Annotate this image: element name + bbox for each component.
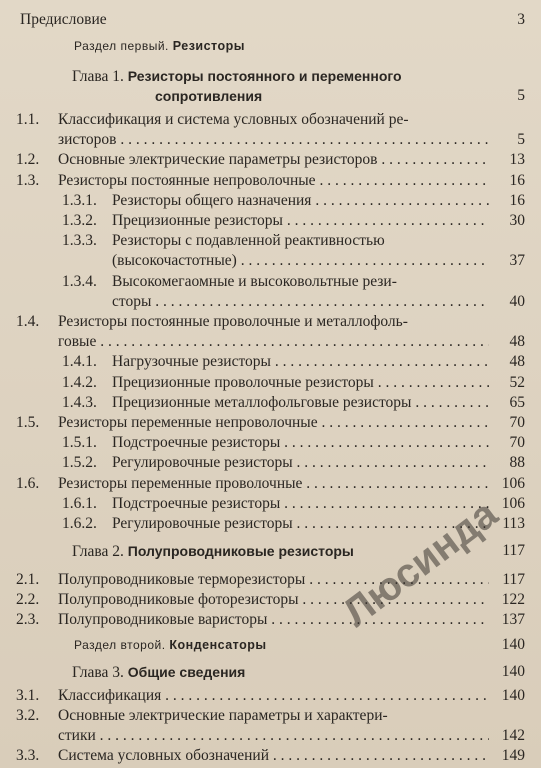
toc-page-number: 5 [517, 131, 525, 149]
toc-entry [0, 726, 525, 746]
toc-entry [0, 191, 525, 211]
watermark: Люсинда [335, 491, 506, 636]
section-title: Резисторы [172, 39, 245, 53]
chapter-label: Глава 1. [72, 68, 124, 85]
toc-page-number: 40 [509, 292, 525, 310]
toc-entry-number: 1.6.1. [62, 494, 97, 512]
toc-entry-text: Прецизионные металлофольговые резисторы . . . [112, 393, 489, 413]
toc-page-number: 122 [501, 591, 525, 608]
toc-page-number: 88 [509, 454, 525, 472]
toc-entry-number: 2.2. [16, 591, 40, 608]
toc-page-number: 13 [509, 151, 525, 169]
toc-entry-text: сторы . . . [112, 292, 489, 312]
toc-entry-number: 1.6. [16, 474, 40, 492]
toc-page-number: 16 [509, 171, 525, 189]
toc-entry [0, 610, 525, 630]
toc-entry-text: Классификация . . . [58, 686, 489, 706]
toc-entry [0, 413, 525, 433]
section-label: Раздел второй. [74, 638, 166, 652]
toc-page-number: 48 [509, 353, 525, 371]
toc-page-number: 137 [501, 611, 525, 628]
toc-entry [0, 433, 525, 453]
toc-entry [0, 251, 525, 271]
toc-entry-number: 1.3.2. [62, 212, 97, 229]
toc-entry-text: Резисторы переменные проволочные . . . [58, 474, 489, 494]
toc-entry-text: Прецизионные резисторы . . . [112, 211, 489, 231]
toc-entry [0, 332, 525, 352]
section-heading-1 [74, 36, 245, 56]
toc-entry-number: 2.1. [16, 571, 40, 588]
toc-entry-text: Регулировочные резисторы . . . [112, 453, 489, 473]
toc-entry-text: Полупроводниковые варисторы . . . [58, 610, 489, 630]
toc-entry-text: Резисторы постоянные непроволочные . . . [58, 171, 489, 191]
toc-entry [0, 494, 525, 514]
toc-page-number: 5 [517, 87, 525, 104]
toc-entry-text: Регулировочные резисторы . . . [112, 514, 489, 534]
toc-entry [0, 171, 525, 191]
chapter-title: Резисторы постоянного и переменного [127, 68, 402, 84]
toc-entry [0, 272, 525, 292]
chapter-label: Глава 3. [72, 664, 124, 681]
toc-entry-text: Высокомегаомные и высоковольтные рези- [112, 272, 397, 290]
toc-entry [0, 393, 525, 413]
toc-entry [0, 570, 525, 590]
toc-entry-text: Система условных обозначений . . . [58, 746, 489, 766]
toc-page-number: 37 [509, 252, 525, 270]
toc-entry-text: Основные электрические параметры и характери- [58, 707, 388, 724]
chapter-heading-1-cont [0, 86, 525, 106]
toc-page-number: 117 [502, 571, 525, 588]
toc-entry-number: 1.5. [16, 414, 40, 431]
toc-entry-number: 1.3.4. [62, 272, 97, 290]
toc-entry-text: Предисловие [20, 11, 107, 28]
toc-entry-text: Подстроечные резисторы . . . [112, 433, 489, 453]
toc-entry [0, 590, 525, 610]
toc-page-number: 30 [509, 212, 525, 229]
toc-entry [0, 150, 525, 170]
toc-entry-number: 3.1. [16, 687, 40, 704]
toc-entry-number: 1.3. [16, 171, 40, 189]
toc-page-number: 140 [501, 687, 525, 704]
chapter-title: Полупроводниковые резисторы [127, 543, 354, 559]
toc-entry [0, 474, 525, 494]
toc-page-number: 3 [517, 11, 525, 28]
toc-entry-number: 1.5.1. [62, 434, 97, 452]
toc-entry-text: (высокочастотные) . . . [112, 251, 489, 271]
chapter-3-page [0, 662, 525, 682]
toc-entry [0, 746, 525, 766]
toc-entry [0, 231, 525, 251]
toc-page-number: 142 [501, 727, 525, 744]
toc-entry-text: Резисторы переменные непроволочные . . . [58, 413, 489, 433]
toc-entry-number: 1.5.2. [62, 454, 97, 472]
section-title: Конденсаторы [169, 638, 267, 652]
toc-entry-text: Резисторы постоянные проволочные и металлофоль- [58, 313, 408, 330]
chapter-label: Глава 2. [72, 543, 124, 560]
toc-entry-text: Прецизионные проволочные резисторы . . . [112, 373, 489, 393]
toc-entry-number: 3.2. [16, 707, 40, 724]
toc-page-number: 106 [501, 494, 525, 512]
toc-page-number: 48 [509, 333, 525, 351]
toc-entry [0, 312, 525, 332]
toc-entry-number: 1.4. [16, 313, 40, 330]
toc-entry-number: 1.2. [16, 151, 40, 169]
toc-entry [0, 292, 525, 312]
toc-entry-text: Полупроводниковые фоторезисторы . . . [58, 590, 489, 610]
toc-entry [0, 110, 525, 130]
toc-entry-text: стики . . . [58, 726, 489, 746]
toc-page-number: 52 [509, 373, 525, 391]
toc-entry [0, 130, 525, 150]
toc-entry-text: Подстроечные резисторы . . . [112, 494, 489, 514]
toc-page-number: 149 [501, 747, 525, 764]
toc-page-number: 70 [509, 414, 525, 431]
section-2-page [0, 635, 525, 655]
toc-entry [0, 352, 525, 372]
toc-entry-number: 1.4.3. [62, 393, 97, 411]
toc-entry [0, 373, 525, 393]
toc-entry [0, 453, 525, 473]
toc-entry-text: Основные электрические параметры резисторов . . . [58, 150, 489, 170]
toc-page-number: 16 [509, 191, 525, 209]
toc-entry-number: 1.3.1. [62, 191, 97, 209]
toc-entry [0, 706, 525, 726]
toc-page-number: 65 [509, 393, 525, 411]
section-label: Раздел первый. [74, 39, 169, 53]
toc-entry-number: 3.3. [16, 747, 40, 764]
toc-entry-text: Резисторы с подавленной реактивностью [112, 232, 385, 250]
toc-entry-number: 2.3. [16, 611, 40, 628]
toc-page-number: 140 [501, 636, 525, 653]
toc-entry-number: 1.3.3. [62, 232, 97, 250]
toc-entry-number: 1.4.2. [62, 373, 97, 391]
toc-entry-text: Резисторы общего назначения . . . [112, 191, 489, 211]
toc-page-number: 140 [501, 663, 525, 680]
toc-entry-text: Нагрузочные резисторы . . . [112, 352, 489, 372]
toc-entry-text: говые . . . [58, 332, 489, 352]
toc-entry [0, 211, 525, 231]
toc-entry-number: 1.6.2. [62, 515, 97, 532]
chapter-title: Общие сведения [127, 664, 246, 680]
toc-entry-number: 1.4.1. [62, 353, 97, 371]
chapter-title-cont: сопротивления [155, 88, 263, 104]
chapter-heading-1 [72, 66, 402, 87]
toc-page-number: 117 [502, 542, 525, 559]
toc-page-number: 106 [501, 474, 525, 492]
toc-page-number: 70 [509, 434, 525, 452]
toc-entry-text: зисторов . . . [58, 130, 489, 150]
toc-entry [0, 686, 525, 706]
toc-entry-text: Классификация и система условных обозначений ре- [58, 111, 409, 128]
toc-entry-number: 1.1. [16, 111, 40, 128]
toc-entry-text: Полупроводниковые терморезисторы . . . [58, 570, 489, 590]
toc-entry-preface [0, 10, 525, 30]
toc-page-number: 113 [502, 515, 525, 532]
